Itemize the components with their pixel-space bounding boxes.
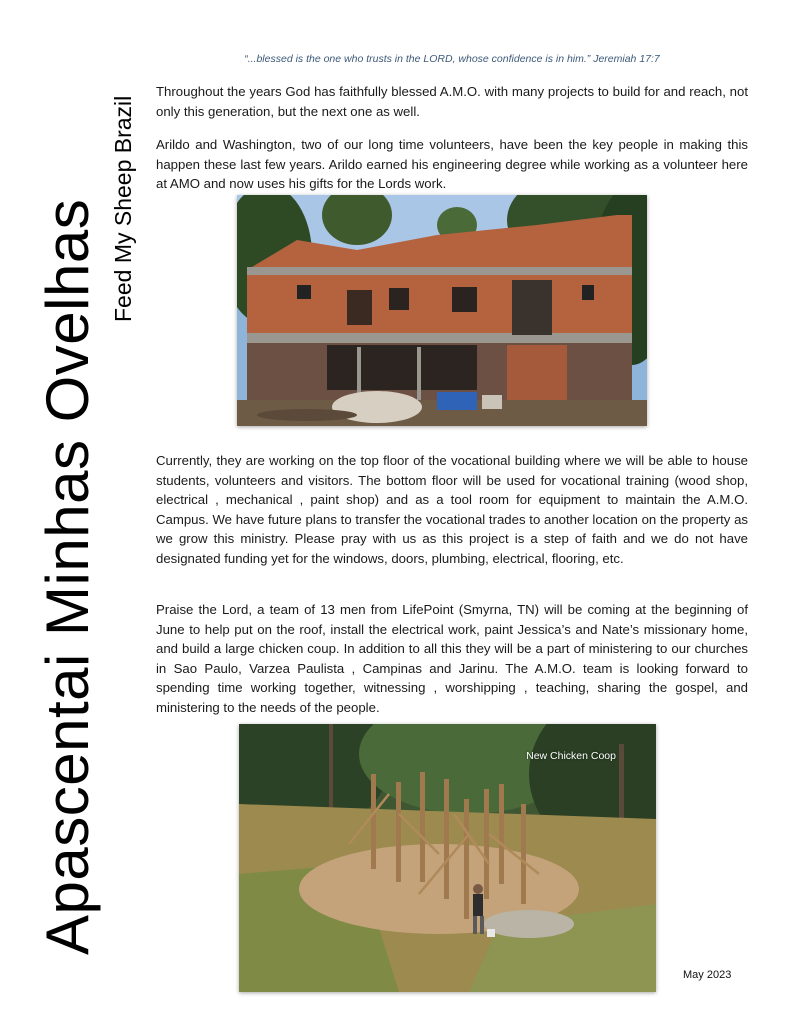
paragraph-intro: Throughout the years God has faithfully blessed A.M.O. with many projects to build for and reach, not only this generation, but the next one as well. xyxy=(156,84,748,119)
issue-date: May 2023 xyxy=(683,969,732,981)
chicken-coop-photo xyxy=(239,724,656,992)
chicken-coop-illustration xyxy=(239,724,656,992)
paragraph-volunteers: Arildo and Washington, two of our long time volunteers, have been the key people in making this happen these last few years. Arildo earned his engineering degree while working as a volunteer here at AMO and now uses his gifts for the Lords work. xyxy=(156,137,748,191)
vocational-building-illustration xyxy=(237,195,647,426)
scripture-verse: “...blessed is the one who trusts in the LORD, whose confidence is in him.” Jeremiah 17:7 xyxy=(244,53,660,65)
newsletter-subtitle: Feed My Sheep Brazil xyxy=(110,95,136,322)
paragraph-team-visit: Praise the Lord, a team of 13 men from LifePoint (Smyrna, TN) will be coming at the beginning of June to help put on the roof, install the electrical work, paint Jessica’s and Nate’s missionary home, and build a large chicken coup. In addition to all this they will be a part of ministering to our churches in Sao Paulo, Varzea Paulista , Campinas and Jarinu. The A.M.O. team is looking forward to spending time working together, witnessing , worshipping , teaching, sharing the gospel, and ministering to the needs of the people. xyxy=(156,602,748,715)
coop-caption: New Chicken Coop xyxy=(526,750,616,762)
vocational-building-photo xyxy=(237,195,647,426)
paragraph-current-work: Currently, they are working on the top floor of the vocational building where we will be able to house students, volunteers and visitors. The bottom floor will be used for vocational training (wood shop, electrical , mechanical , paint shop) and as a tool room for equipment to maintain the A.M.O. Campus. We have future plans to transfer the vocational trades to another location on the property as we grow this ministry. Please pray with us as this project is a step of faith and we do not have designated funding yet for the windows, doors, plumbing, electrical, flooring, etc. xyxy=(156,453,748,566)
newsletter-title: Apascentai Minhas Ovelhas xyxy=(34,198,101,955)
